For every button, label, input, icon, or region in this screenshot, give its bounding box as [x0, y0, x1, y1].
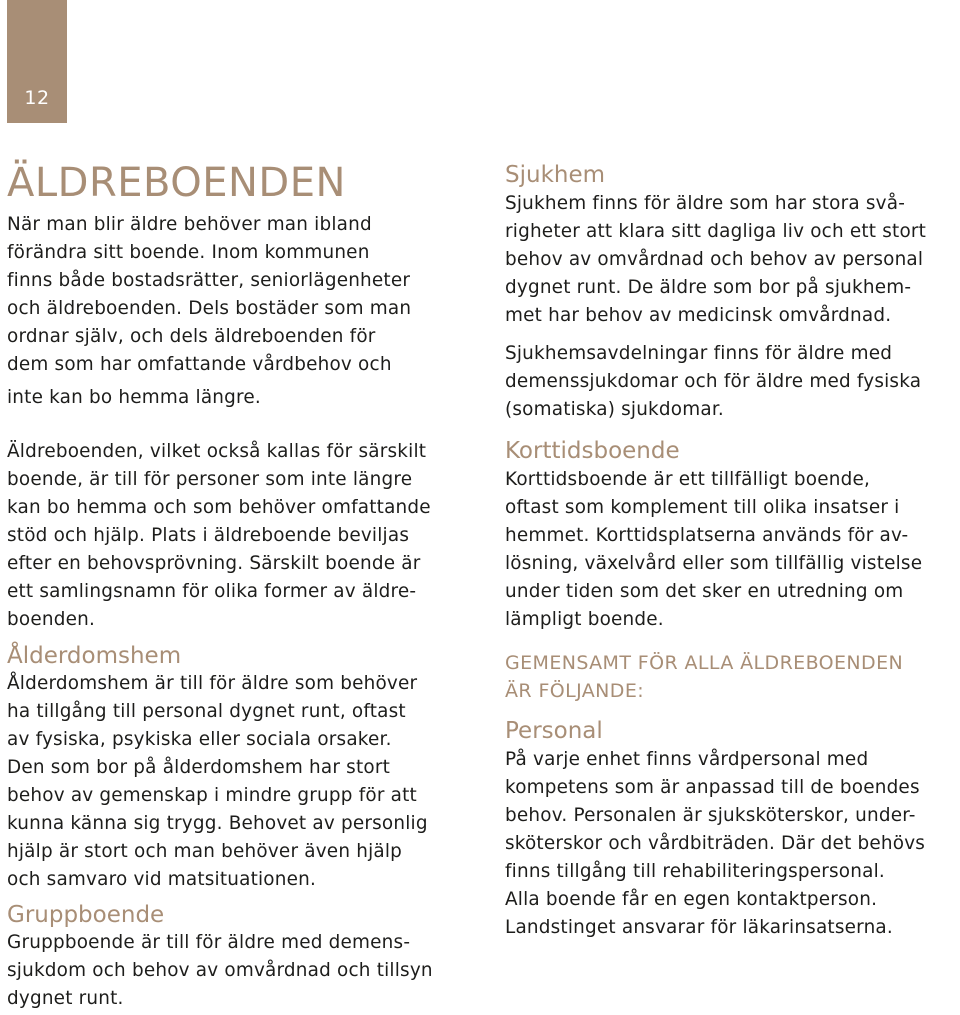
text-line: lösning, växelvård eller som tillfällig vistelse	[505, 553, 923, 574]
text-line: och samvaro vid matsituationen.	[7, 869, 317, 890]
text-line: behov av omvårdnad och behov av personal	[505, 249, 924, 270]
korttidsboende-paragraph	[505, 466, 922, 634]
section-heading-personal: Personal	[505, 718, 603, 744]
text-line: kunna känna sig trygg. Behovet av personlig	[7, 813, 428, 834]
text-line: Ålderdomshem är till för äldre som behöver	[7, 673, 418, 694]
text-line: boenden.	[7, 609, 95, 630]
text-line: efter en behovsprövning. Särskilt boende är	[7, 553, 421, 574]
page-title: ÄLDREBOENDEN	[7, 160, 346, 206]
text-line: förändra sitt boende. Inom kommunen	[7, 242, 370, 263]
text-line: Gruppboende är till för äldre med demens-	[7, 932, 411, 953]
text-line: ordnar själv, och dels äldreboenden för	[7, 326, 376, 347]
text-line: När man blir äldre behöver man ibland	[7, 214, 372, 235]
text-line: dem som har omfattande vårdbehov och	[7, 354, 392, 375]
text-line: Sjukhem finns för äldre som har stora svå-	[505, 193, 906, 214]
gruppboende-paragraph	[7, 929, 433, 1013]
personal-paragraph	[505, 746, 925, 942]
section-heading-sjukhem: Sjukhem	[505, 162, 606, 188]
section-heading-alderdomshem: Ålderdomshem	[7, 643, 182, 669]
text-line: sköterskor och vårdbiträden. Där det behövs	[505, 833, 926, 854]
text-line: (somatiska) sjukdomar.	[505, 399, 724, 420]
caps-line: GEMENSAMT FÖR ALLA ÄLDREBOENDEN	[505, 652, 904, 674]
text-line: stöd och hjälp. Plats i äldreboende beviljas	[7, 525, 410, 546]
text-line: och äldreboenden. Dels bostäder som man	[7, 298, 412, 319]
text-line: sjukdom och behov av omvårdnad och tillsyn	[7, 960, 433, 981]
text-line: Sjukhemsavdelningar finns för äldre med	[505, 343, 893, 364]
text-line: boende, är till för personer som inte längre	[7, 469, 413, 490]
text-line: Landstinget ansvarar för läkarinsatserna.	[505, 917, 893, 938]
text-line: kompetens som är anpassad till de boendes	[505, 777, 920, 798]
text-line: Korttidsboende är ett tillfälligt boende,	[505, 469, 871, 490]
text-line: inte kan bo hemma längre.	[7, 387, 261, 408]
text-line: dygnet runt.	[7, 988, 124, 1009]
text-line: ha tillgång till personal dygnet runt, oftast	[7, 701, 406, 722]
text-line: behov. Personalen är sjuksköterskor, under-	[505, 805, 916, 826]
text-line: hemmet. Korttidsplatserna används för av-	[505, 525, 909, 546]
text-line: met har behov av medicinsk omvårdnad.	[505, 305, 892, 326]
text-line: kan bo hemma och som behöver omfattande	[7, 497, 431, 518]
text-line: Äldreboenden, vilket också kallas för särskilt	[7, 441, 427, 462]
alderdomshem-paragraph	[7, 670, 428, 894]
text-line: under tiden som det sker en utredning om	[505, 581, 904, 602]
text-line: Alla boende får en egen kontaktperson.	[505, 889, 878, 910]
page-number-tab	[7, 0, 67, 123]
text-line: Den som bor på ålderdomshem har stort	[7, 757, 390, 778]
body-paragraph	[7, 438, 431, 634]
text-line: righeter att klara sitt dagliga liv och ett stort	[505, 221, 927, 242]
page-number: 12	[24, 87, 50, 109]
text-line: oftast som komplement till olika insatser i	[505, 497, 900, 518]
text-line: finns tillgång till rehabiliteringspersonal.	[505, 861, 885, 882]
text-line: finns både bostadsrätter, seniorlägenheter	[7, 270, 411, 291]
text-line: dygnet runt. De äldre som bor på sjukhem-	[505, 277, 912, 298]
text-line: hjälp är stort och man behöver även hjälp	[7, 841, 403, 862]
common-section-heading	[505, 649, 903, 705]
text-line: av fysiska, psykiska eller sociala orsaker.	[7, 729, 392, 750]
intro-paragraph	[7, 211, 411, 412]
text-line: ett samlingsnamn för olika former av äldre-	[7, 581, 417, 602]
text-line: På varje enhet finns vårdpersonal med	[505, 749, 869, 770]
text-line: lämpligt boende.	[505, 609, 664, 630]
section-heading-korttidsboende: Korttidsboende	[505, 438, 680, 464]
sjukhem-paragraph	[505, 190, 926, 330]
text-line: behov av gemenskap i mindre grupp för att	[7, 785, 417, 806]
section-heading-gruppboende: Gruppboende	[7, 902, 165, 928]
sjukhem-paragraph-2	[505, 340, 921, 424]
text-line: demenssjukdomar och för äldre med fysiska	[505, 371, 922, 392]
caps-line: ÄR FÖLJANDE:	[505, 680, 645, 702]
